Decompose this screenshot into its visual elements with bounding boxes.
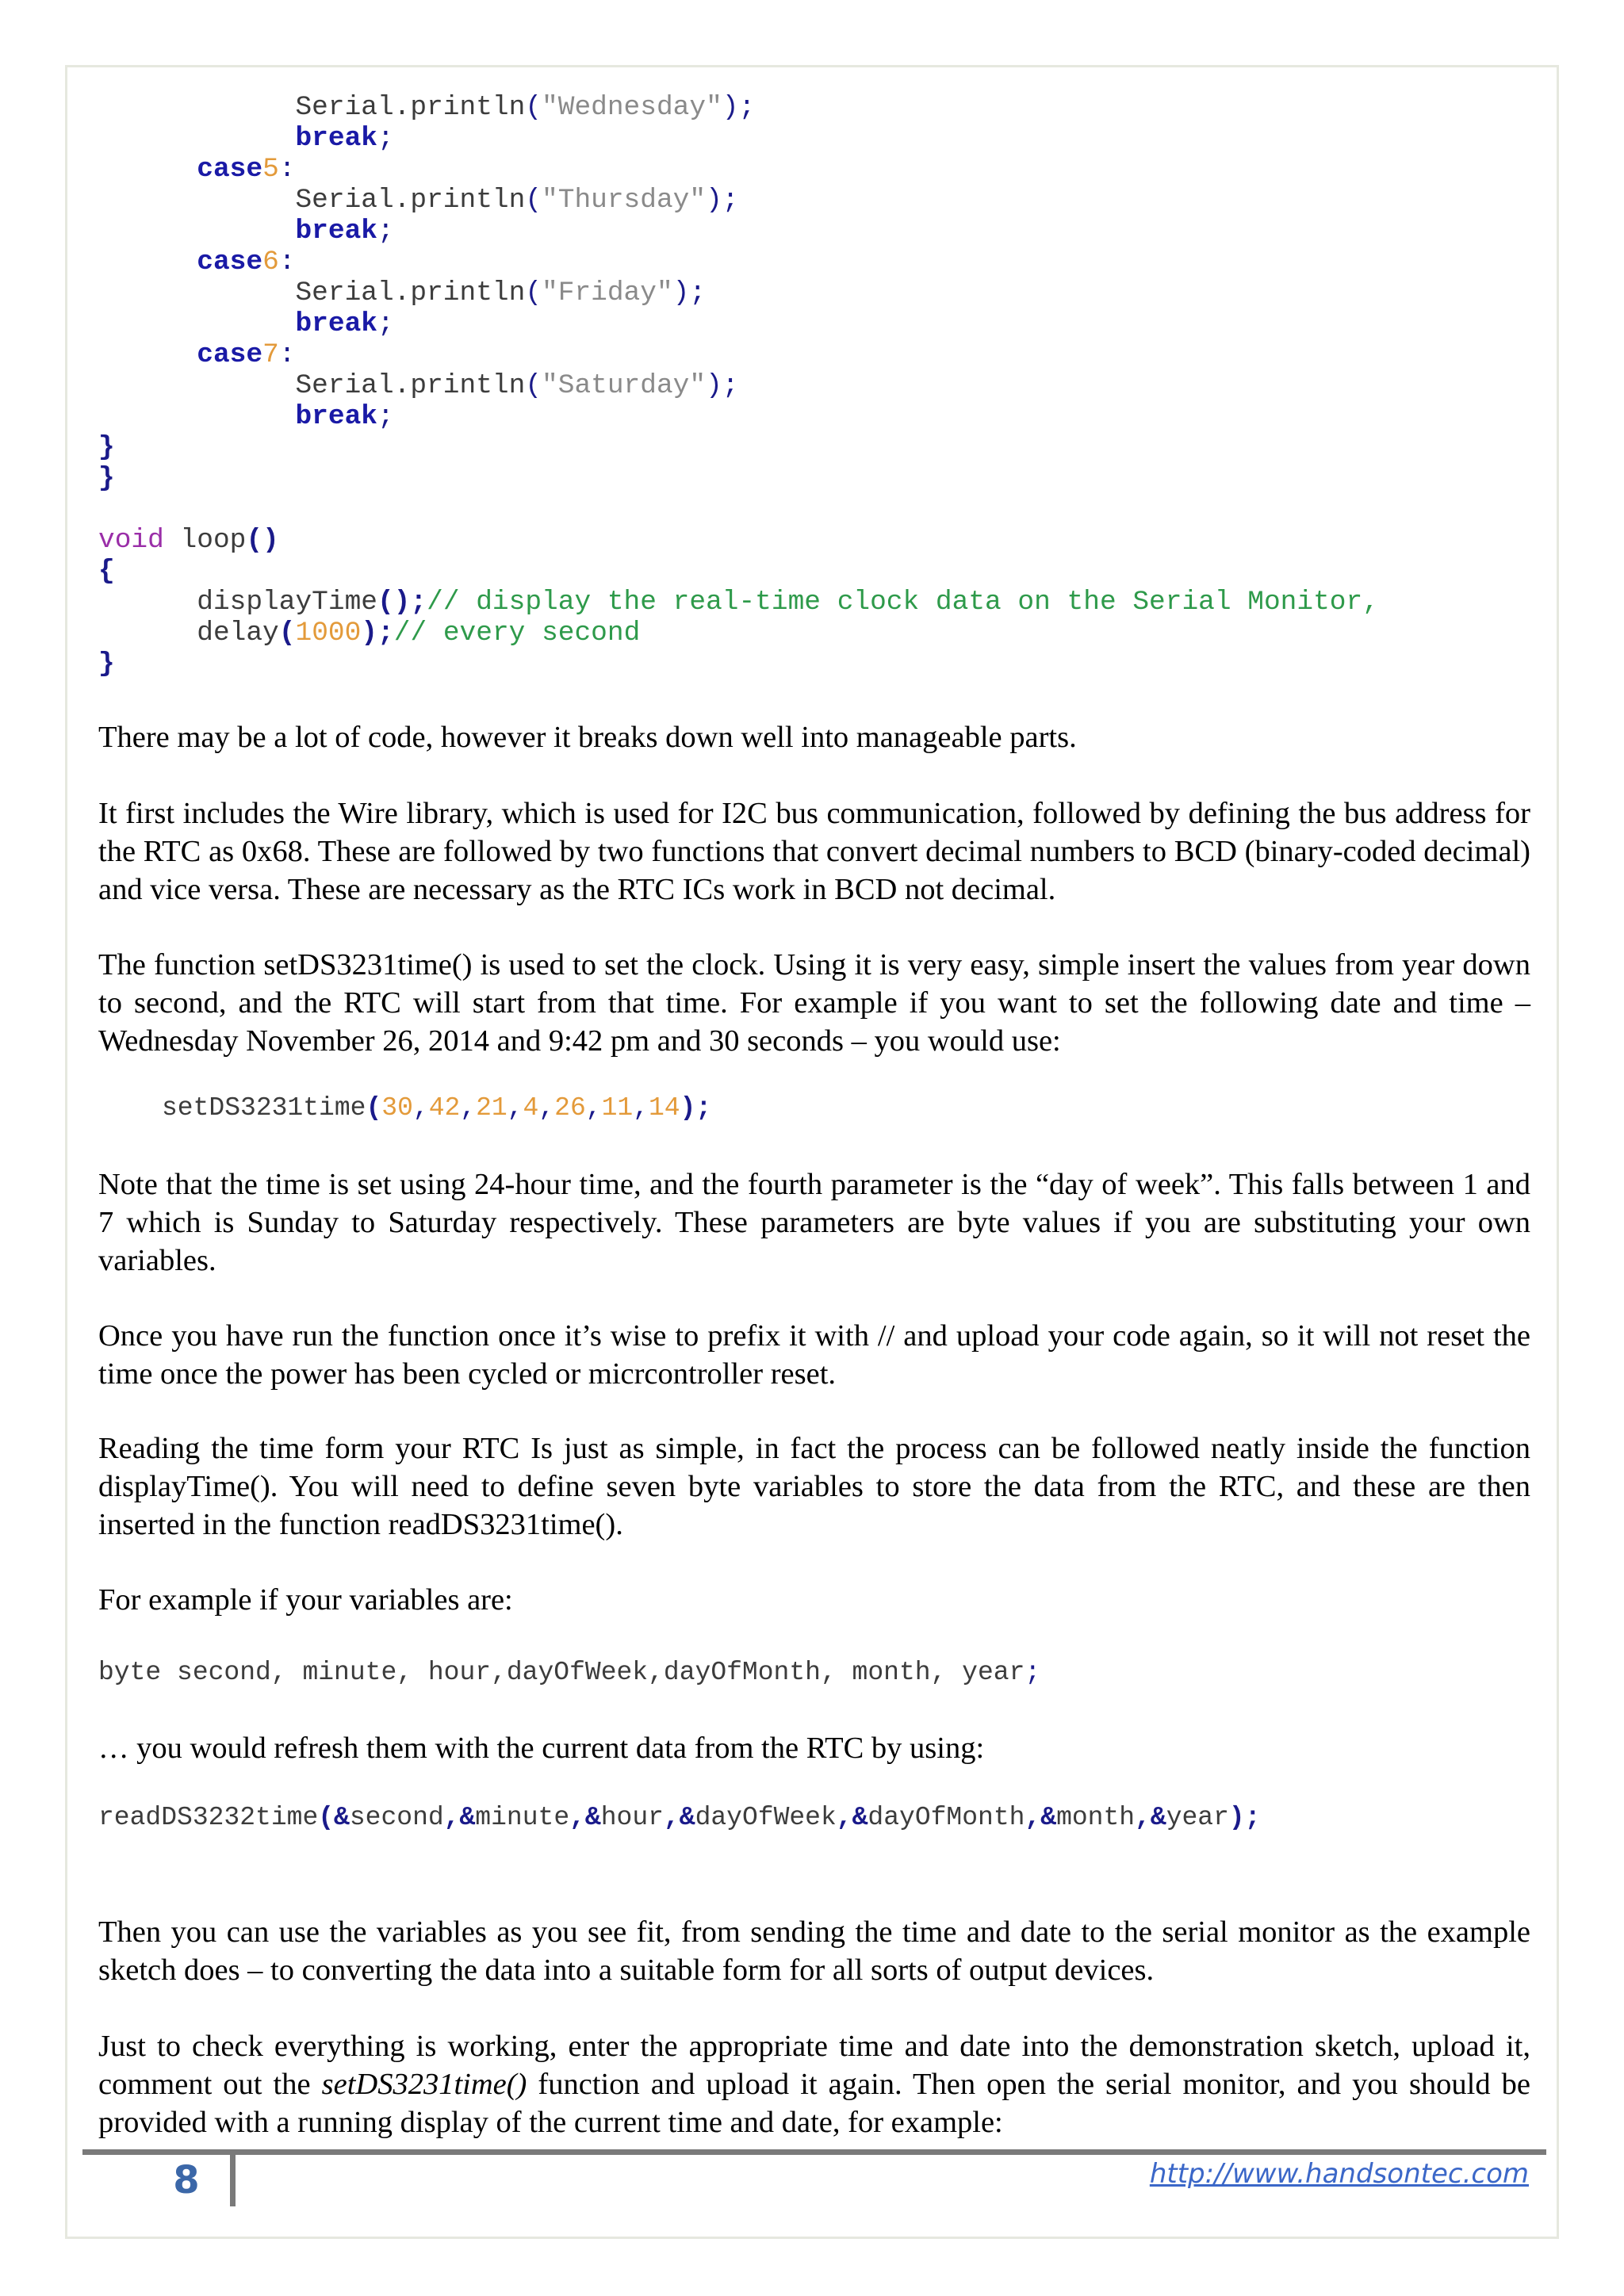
paragraph-reading-time: Reading the time form your RTC Is just as simple, in fact the process can be followed neatly inside the function displayTime(). You will need to define seven byte variables to store the data from the RTC, and these are then inserted in the function readDS3231time(). <box>98 1432 1530 1541</box>
page-number: 8 <box>173 2158 200 2202</box>
code-read-ds3232-call: readDS3232time(&second,&minute,&hour,&dayOfWeek,&dayOfMonth,&month,&year); <box>98 1803 1261 1832</box>
paragraph-24-hour: Note that the time is set using 24-hour time, and the fourth parameter is the “day of week”. This falls between 1 and 7 which is Sunday to Saturday respectively. These parameters are byte values if you are substituting your own variables. <box>98 1168 1530 1277</box>
paragraph-refresh: … you would refresh them with the current data from the RTC by using: <box>98 1732 985 1765</box>
paragraph-use-variables: Then you can use the variables as you see fit, from sending the time and date to the serial monitor as the example sketch does – to converting the data into a suitable form for all sorts of output devices. <box>98 1915 1530 1987</box>
code-block-switch-loop: Serial.println("Wednesday"); break; case5: Serial.println("Thursday"); break; case6: Serial.println("Friday"); break; case7: Serial.println("Saturday"); break; } } void loop() { displayTime();// display the real-time clock data on the Serial Monitor, delay(1000);// every second } <box>98 92 1379 679</box>
footer-rule <box>82 2149 1546 2155</box>
paragraph-wire-library: It first includes the Wire library, which is used for I2C bus communication, followed by defining the bus address for the RTC as 0x68. These are followed by two functions that convert decimal numbers to BCD (binary-coded decimal) and vice versa. These are necessary as the RTC ICs work in BCD not decimal. <box>98 797 1530 906</box>
footer-separator <box>230 2149 236 2206</box>
paragraph-set-time: The function setDS3231time() is used to set the clock. Using it is very easy, simple insert the values from year down to second, and the RTC will start from that time. For example if you want to set the following date and time – Wednesday November 26, 2014 and 9:42 pm and 30 seconds – you would use: <box>98 948 1530 1058</box>
footer-website-link[interactable]: http://www.handsontec.com <box>1149 2158 1529 2190</box>
paragraph-check-everything: Just to check everything is working, enter the appropriate time and date into the demonstration sketch, upload it, comment out the setDS3231time() function and upload it again. Then open the serial monitor, and you should be provided with a running display of the current time and date, for example: <box>98 2030 1530 2139</box>
paragraph-variables-example: For example if your variables are: <box>98 1583 513 1617</box>
code-set-ds3231-call: setDS3231time(30,42,21,4,26,11,14); <box>162 1093 712 1123</box>
paragraph-intro: There may be a lot of code, however it breaks down well into manageable parts. <box>98 721 1077 754</box>
paragraph-prefix-comment: Once you have run the function once it’s wise to prefix it with // and upload your code again, so it will not reset the time once the power has been cycled or micrcontroller reset. <box>98 1319 1530 1391</box>
code-byte-declaration: byte second, minute, hour,dayOfWeek,dayOfMonth, month, year; <box>98 1658 1041 1687</box>
